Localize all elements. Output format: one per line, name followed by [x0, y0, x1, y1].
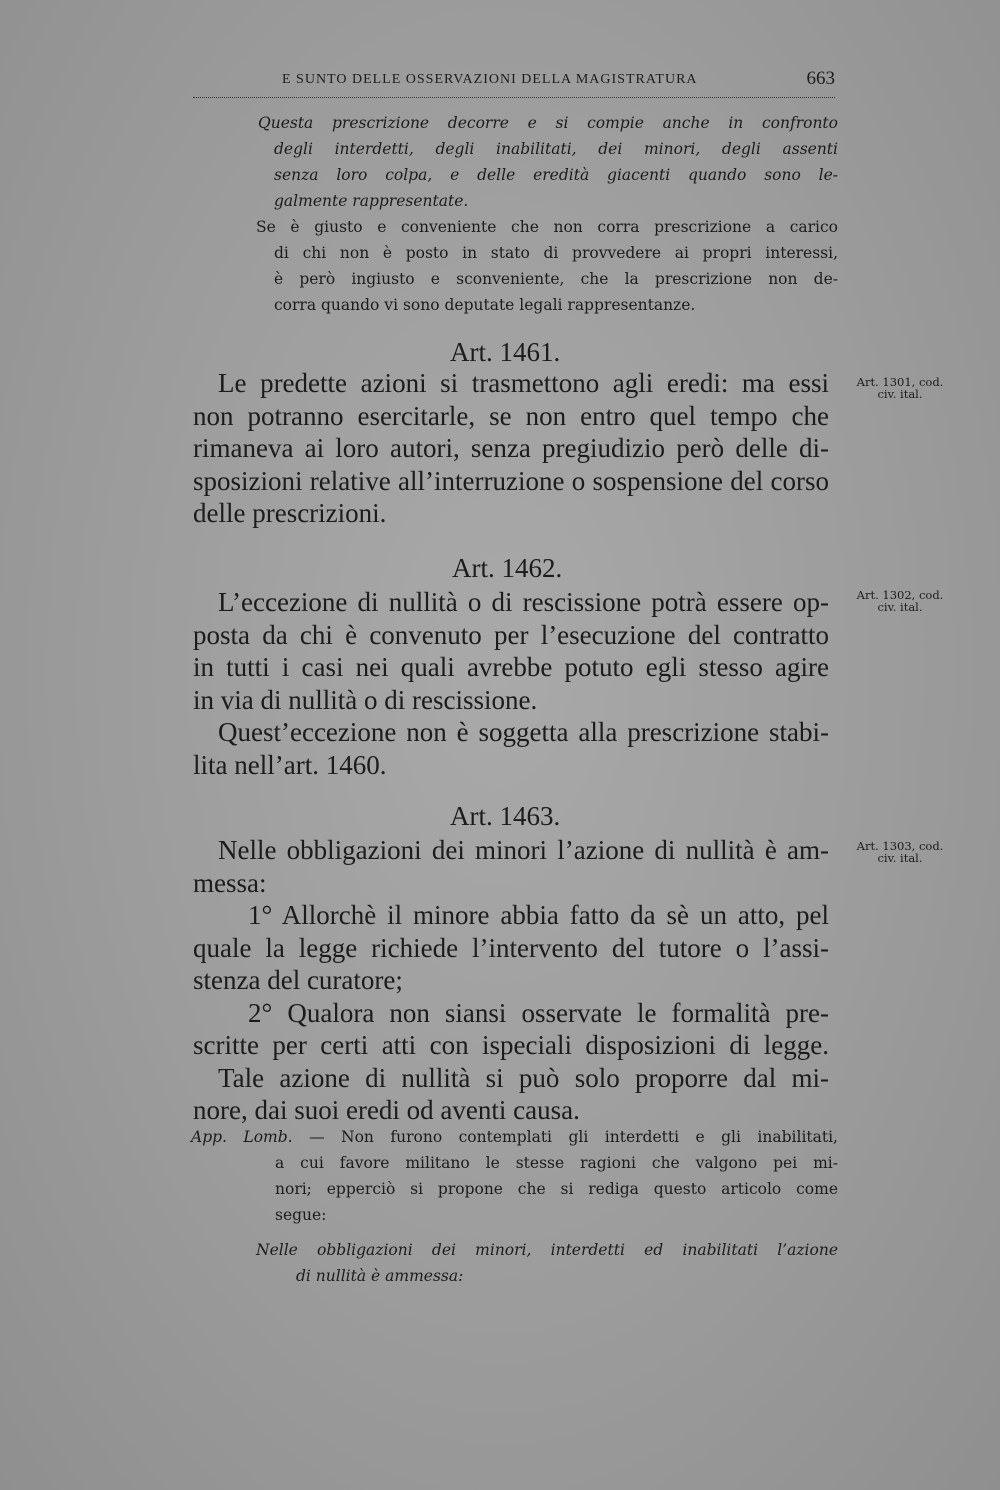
text-line: Se è giusto e conveniente che non corra prescrizione a carico	[256, 218, 838, 236]
text-line: Tale azione di nullità si può solo proporre dal mi-	[218, 1062, 829, 1093]
article-body	[193, 834, 829, 1127]
text-line: nori; epperciò si propone che si rediga questo articolo come	[275, 1180, 838, 1198]
text-line: in tutti i casi nei quali avrebbe potuto egli stesso agire	[193, 652, 829, 682]
text-line: Nelle obbligazioni dei minori l’azione di nullità è am-	[218, 835, 829, 865]
text-line: in via di nullità o di rescissione.	[193, 684, 538, 715]
text-line: lita nell’art. 1460.	[193, 749, 387, 780]
header-rule	[193, 97, 835, 98]
article-heading: Art. 1463.	[450, 801, 561, 831]
text-line: posta da chi è convenuto per l’esecuzione del contratto	[193, 619, 829, 650]
text-line: Le predette azioni si trasmettono agli eredi: ma essi	[218, 368, 829, 398]
note-line: Art. 1301, cod.	[856, 375, 944, 389]
article-cross-reference	[845, 840, 955, 864]
text-line: L’eccezione di nullità o di rescissione potrà essere op-	[218, 587, 829, 617]
text-line: Nelle obbligazioni dei minori, interdetti ed inabilitati l’azione	[256, 1241, 838, 1259]
note-line: civ. ital.	[877, 600, 923, 614]
text-line: segue:	[275, 1206, 327, 1224]
page-number: 663	[806, 68, 835, 89]
proposed-text	[256, 1237, 838, 1289]
article-body	[193, 367, 829, 530]
article-body	[193, 586, 829, 781]
text-line: è però ingiusto e sconveniente, che la prescrizione non de-	[274, 270, 838, 288]
intro-italic-paragraph	[258, 110, 838, 214]
text-line: Quest’eccezione non è soggetta alla prescrizione stabi-	[218, 717, 829, 747]
article-heading: Art. 1461.	[450, 337, 561, 367]
text-line: messa:	[193, 867, 267, 898]
article-heading: Art. 1462.	[452, 553, 563, 583]
note-line: civ. ital.	[877, 851, 923, 865]
observation-block	[191, 1124, 838, 1228]
text-line: delle prescrizioni.	[193, 498, 387, 528]
text-line: di nullità è ammessa:	[296, 1267, 464, 1285]
note-line: civ. ital.	[877, 387, 923, 401]
text-line: di chi non è posto in stato di provvedere ai propri interessi,	[274, 244, 838, 262]
page-header	[195, 70, 835, 94]
text-line: Questa prescrizione decorre e si compie anche in confronto	[258, 114, 838, 132]
text-line: senza loro colpa, e delle eredità giacenti quando sono le-	[274, 166, 838, 184]
running-head: E SUNTO DELLE OSSERVAZIONI DELLA MAGISTRATURA	[282, 72, 698, 87]
intro-comment-paragraph	[256, 214, 838, 318]
text-line: scritte per certi atti con ispeciali disposizioni di legge.	[193, 1030, 829, 1060]
note-line: Art. 1303, cod.	[856, 839, 944, 853]
text-line: corra quando vi sono deputate legali rappresentanze.	[274, 296, 696, 314]
text-line: stenza del curatore;	[193, 965, 403, 995]
text-line: sposizioni relative all’interruzione o sospensione del corso	[193, 465, 829, 496]
observation-source: App. Lomb.	[191, 1128, 293, 1146]
text-line: nore, dai suoi eredi od aventi causa.	[193, 1095, 580, 1125]
text-line: galmente rappresentate.	[274, 192, 469, 210]
text-line: non potranno esercitarle, se non entro quel tempo che	[193, 400, 829, 431]
text-line: rimaneva ai loro autori, senza pregiudizio però delle di-	[193, 433, 829, 463]
text-line: — Non furono contemplati gli interdetti e gli inabilitati,	[309, 1128, 838, 1146]
observation-first-line	[191, 1124, 838, 1150]
text-line: quale la legge richiede l’intervento del tutore o l’assi-	[193, 932, 829, 963]
note-line: Art. 1302, cod.	[856, 588, 944, 602]
text-line: a cui favore militano le stesse ragioni che valgono pei mi-	[275, 1154, 838, 1172]
text-line: degli interdetti, degli inabilitati, dei minori, degli assenti	[274, 140, 838, 158]
text-line: 1° Allorchè il minore abbia fatto da sè un atto, pel	[248, 900, 829, 930]
text-line: 2° Qualora non siansi osservate le formalità pre-	[248, 997, 829, 1028]
article-cross-reference	[845, 376, 955, 400]
article-cross-reference	[845, 589, 955, 613]
